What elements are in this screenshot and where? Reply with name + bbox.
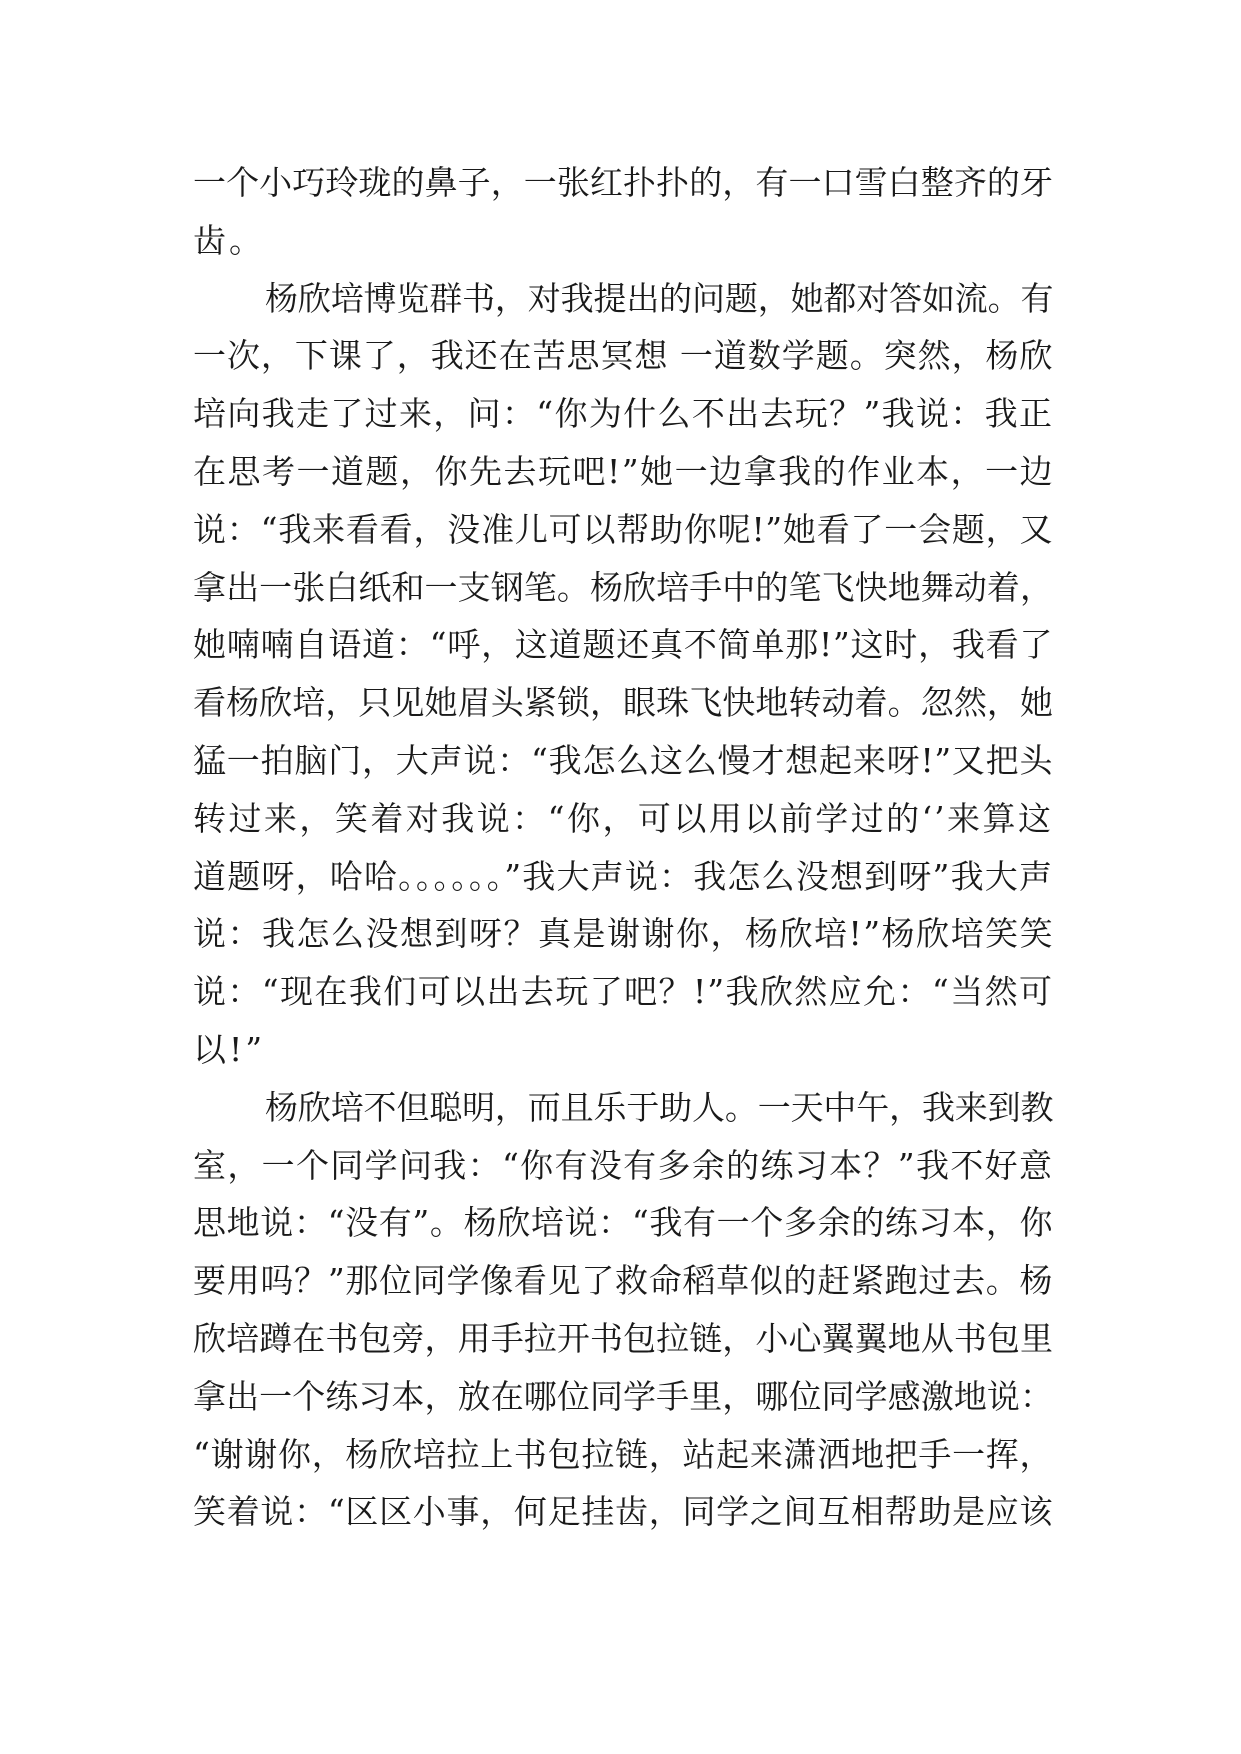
text-line: 拿出一张白纸和一支钢笔。杨欣培手中的笔飞快地舞动着， xyxy=(193,567,1053,607)
text-line: 猛一拍脑门，大声说：“我怎么这么慢才想起来呀!”又把头 xyxy=(193,740,1053,780)
text-line: 在思考一道题，你先去玩吧!”她一边拿我的作业本，一边 xyxy=(193,451,1055,491)
text-line: 拿出一个练习本，放在哪位同学手里，哪位同学感激地说： xyxy=(193,1376,1053,1416)
text-line: 杨欣培博览群书，对我提出的问题，她都对答如流。有 xyxy=(265,278,1053,318)
text-line: 齿。 xyxy=(193,220,265,260)
text-line: 室，一个同学问我：“你有没有多余的练习本？”我不好意 xyxy=(193,1145,1053,1185)
text-line: 她喃喃自语道：“呼，这道题还真不简单那!”这时，我看了 xyxy=(193,625,1053,665)
text-line: 看杨欣培，只见她眉头紧锁，眼珠飞快地转动着。忽然，她 xyxy=(193,683,1053,723)
document-body xyxy=(193,154,1053,1541)
text-line: 说：“我来看看，没准儿可以帮助你呢!”她看了一会题，又 xyxy=(193,509,1053,549)
text-line: 思地说：“没有”。杨欣培说：“我有一个多余的练习本，你 xyxy=(193,1203,1053,1243)
text-line: 说：“现在我们可以出去玩了吧？!”我欣然应允：“当然可 xyxy=(193,972,1053,1012)
text-line: 培向我走了过来，问：“你为什么不出去玩？”我说：我正 xyxy=(193,394,1053,434)
text-line: 要用吗？”那位同学像看见了救命稻草似的赶紧跑过去。杨 xyxy=(193,1261,1053,1301)
text-line: 转过来，笑着对我说：“你，可以用以前学过的‘’来算这 xyxy=(193,798,1053,838)
text-line: 笑着说：“区区小事，何足挂齿，同学之间互相帮助是应该 xyxy=(193,1492,1053,1532)
text-line: 说：我怎么没想到呀？真是谢谢你，杨欣培!”杨欣培笑笑 xyxy=(193,914,1055,954)
text-line: 一次，下课了，我还在苦思冥想 一道数学题。突然，杨欣 xyxy=(193,336,1053,376)
text-line: “谢谢你，杨欣培拉上书包拉链，站起来潇洒地把手一挥， xyxy=(193,1434,1053,1474)
text-line: 杨欣培不但聪明，而且乐于助人。一天中午，我来到教 xyxy=(265,1087,1053,1127)
text-line: 道题呀，哈哈。。。。。。”我大声说：我怎么没想到呀”我大声 xyxy=(193,856,1053,896)
text-line: 一个小巧玲珑的鼻子，一张红扑扑的，有一口雪白整齐的牙 xyxy=(193,163,1053,202)
text-line: 欣培蹲在书包旁，用手拉开书包拉链，小心翼翼地从书包里 xyxy=(193,1318,1053,1358)
text-line: 以!” xyxy=(193,1029,266,1069)
